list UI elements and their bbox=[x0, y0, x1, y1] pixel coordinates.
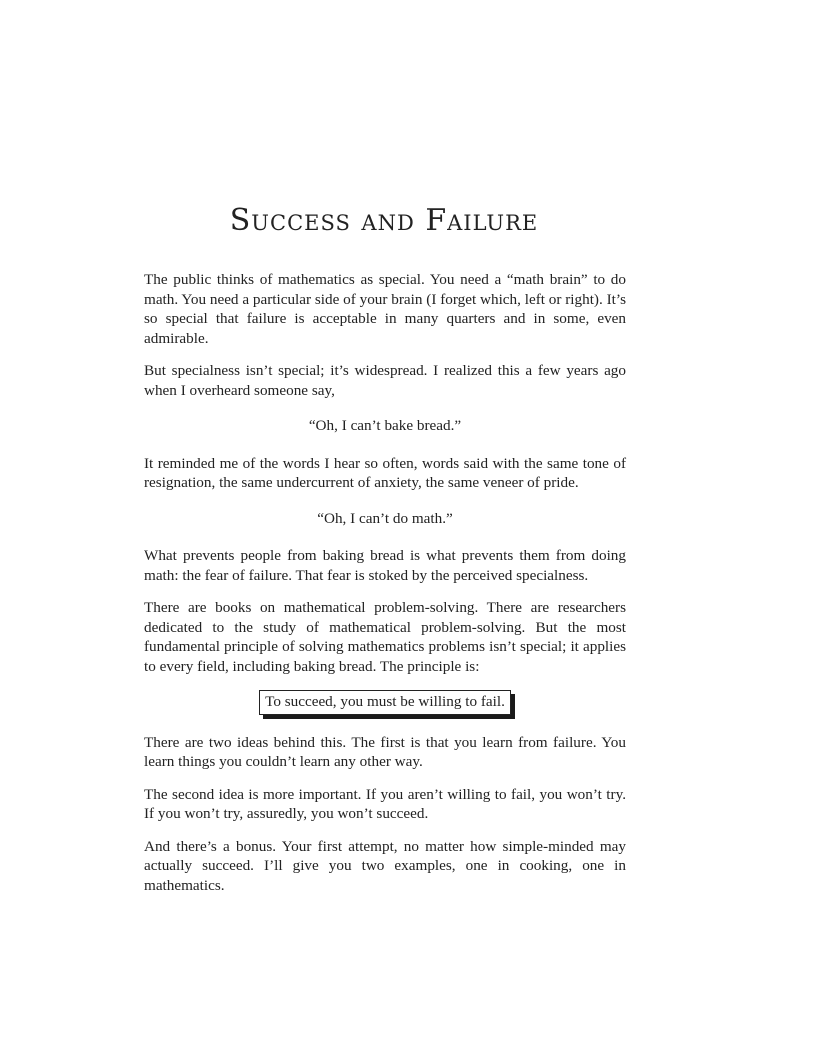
principle-box: To succeed, you must be willing to fail. bbox=[259, 690, 511, 715]
chapter-title: Success and Failure bbox=[229, 203, 539, 238]
paragraph: What prevents people from baking bread is what prevents them from doing math: the fear of failure. That fear is stoked by the perceived specialness. bbox=[144, 547, 626, 584]
paragraph: The second idea is more important. If you aren’t willing to fail, you won’t try. If you won’t try, assuredly, you won’t succeed. bbox=[144, 785, 626, 822]
quote-do-math bbox=[144, 509, 626, 529]
quote-text: “Oh, I can’t do math.” bbox=[317, 509, 453, 527]
paragraph: There are two ideas behind this. The first is that you learn from failure. You learn things you couldn’t learn any other way. bbox=[144, 733, 626, 770]
quote-bake-bread bbox=[144, 416, 626, 436]
chapter-body bbox=[144, 270, 626, 908]
quote-text: “Oh, I can’t bake bread.” bbox=[308, 417, 462, 434]
paragraph: But specialness isn’t special; it’s widespread. I realized this a few years ago when I overheard someone say, bbox=[144, 362, 626, 399]
paragraph: There are books on mathematical problem-solving. There are researchers dedicated to the study of mathematical problem-solving. But the most fundamental principle of solving mathematics problems isn’t special; it applies to every field, including baking bread. The principle is: bbox=[144, 599, 626, 675]
principle-callout bbox=[144, 690, 626, 715]
paragraph: And there’s a bonus. Your first attempt, no matter how simple-minded may actually succeed. I’ll give you two examples, one in cooking, one in mathematics. bbox=[144, 837, 626, 894]
paragraph: The public thinks of mathematics as special. You need a “math brain” to do math. You need a particular side of your brain (I forget which, left or right). It’s so special that failure is acceptable in many quarters and in some, even admirable. bbox=[144, 271, 626, 347]
paragraph: It reminded me of the words I hear so often, words said with the same tone of resignation, the same undercurrent of anxiety, the same veneer of pride. bbox=[144, 454, 626, 491]
